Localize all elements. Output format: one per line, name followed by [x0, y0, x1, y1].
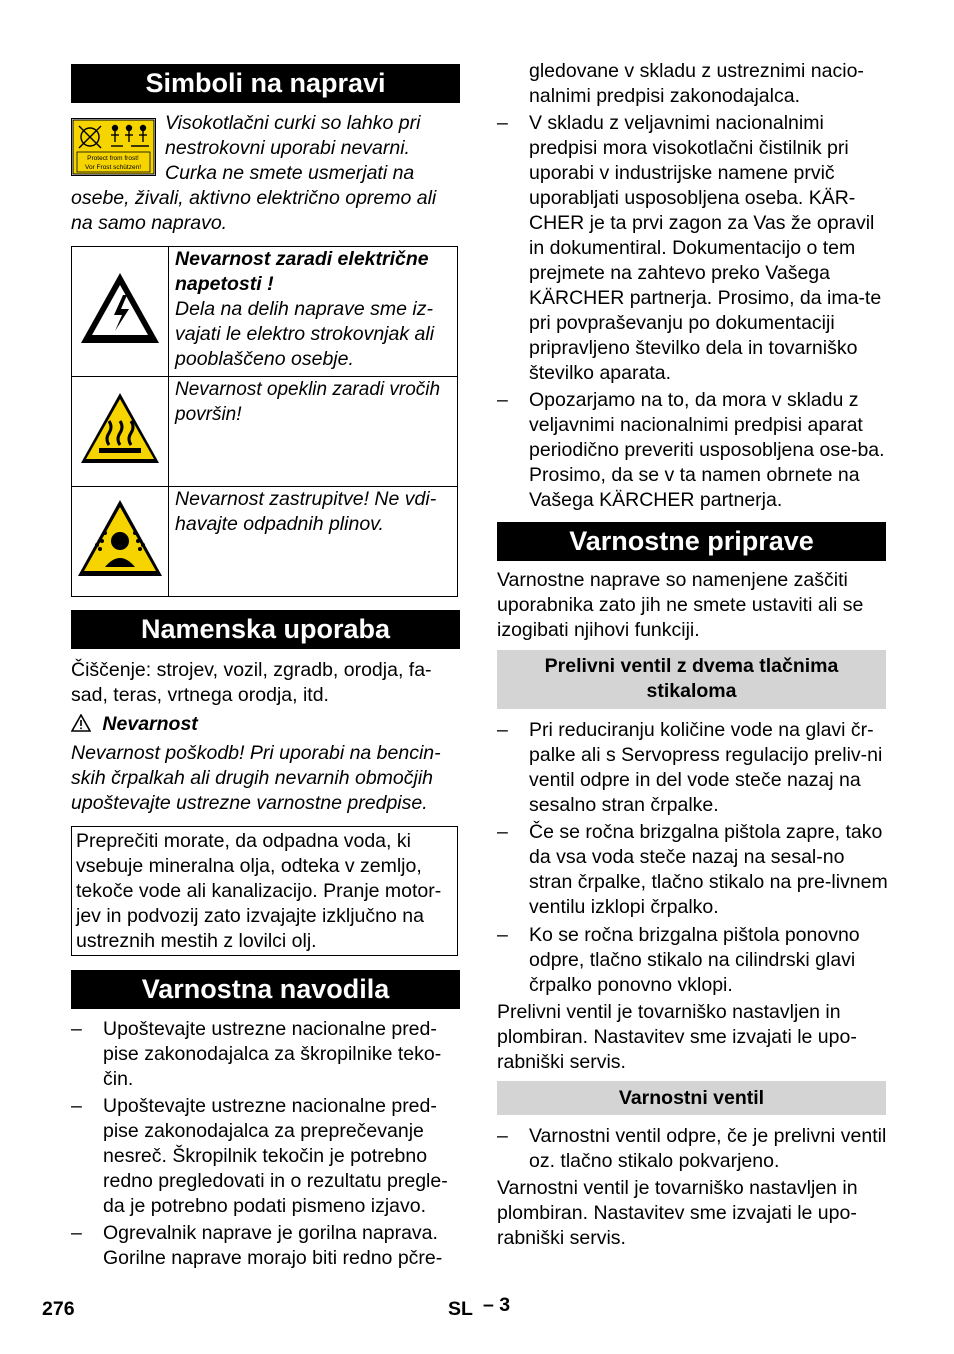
list-item	[497, 820, 889, 920]
label-text-line2: Vor Frost schützen!	[85, 164, 141, 171]
list-dash: –	[497, 389, 508, 411]
oil-notice-text: Preprečiti morate, da odpadna voda, ki vsebuje mineralna olja, odteka v zemljo, tekoče vode ali kanalizacijo. Pranje motor-jev in podvozij zato izvajajte izključno na ustreznih mestih z lovilci olj.	[76, 830, 442, 952]
symbols-intro-line1: Visokotlačni curki so lahko pri	[165, 112, 421, 134]
list-item	[71, 1221, 463, 1271]
list-item-text: Upoštevajte ustrezne nacionalne pred-pise zakonodajalca za škropilnike teko-čin.	[103, 1018, 442, 1090]
toxic-fumes-icon	[75, 497, 165, 581]
list-dash: –	[71, 1222, 82, 1244]
list-item-text: Če se ročna brizgalna pištola zapre, tako da vsa voda steče nazaj na sesal-no stran črpalke, tlačno stikalo na pre-livnem ventilu izklopi črpalko.	[529, 821, 888, 918]
list-item	[71, 1094, 463, 1219]
sub-page-number: – 3	[483, 1294, 511, 1316]
toxic-fumes-text: Nevarnost zastrupitve! Ne vdi-havajte odpadnih plinov.	[175, 488, 437, 535]
list-item-text: Ogrevalnik naprave je gorilna naprava. Gorilne naprave morajo biti redno pčre-	[103, 1222, 443, 1269]
electric-hazard-text: Dela na delih naprave sme iz-vajati le elektro strokovnjak ali pooblaščeno osebje.	[175, 298, 435, 370]
safety-devices-intro: Varnostne naprave so namenjene zaščiti uporabnika zato jih ne smete ustaviti ali se izogibati njihovi funkciji.	[497, 569, 864, 641]
symbol-text-cell	[169, 487, 458, 597]
symbols-table	[71, 246, 458, 597]
list-item-text: V skladu z veljavnimi nacionalnimi predpisi mora visokotlačni čistilnik pri uporabi v industrijske namene prvič uporabljati usposobljena oseba. KÄR-CHER je ta prvi zagon za Vas že opravil in dokumentiral. Dokumentacijo o tem prejmete na zahtevo preko Vašega KÄRCHER partnerja. Prosimo, da ima-te pri povpraševanju po dokumentaciji pripravljeno številko dela in tovarniško številko aparata.	[529, 112, 882, 384]
subheading-prelivni-ventil: Prelivni ventil z dvema tlačnima stikaloma	[497, 650, 886, 709]
symbol-text-cell	[169, 377, 458, 487]
language-code: SL	[448, 1298, 473, 1320]
electric-hazard-icon	[77, 269, 163, 349]
list-item	[497, 111, 889, 386]
symbols-intro-line3: Curka ne smete usmerjati na	[165, 162, 415, 184]
symbols-table-row	[72, 487, 458, 597]
warning-triangle-icon	[71, 714, 91, 732]
list-item-text: Opozarjamo na to, da mora v skladu z veljavnimi nacionalnimi predpisi aparat periodično preveriti usposobljena ose-ba. Prosimo, da se v ta namen obrnete na Vašega KÄRCHER partnerja.	[529, 389, 885, 511]
symbol-cell	[72, 377, 169, 487]
electric-hazard-title: Nevarnost zaradi električne napetosti !	[175, 248, 429, 295]
intended-use-text: Čiščenje: strojev, vozil, zgradb, orodja, fa-sad, teras, vrtnega orodja, itd.	[71, 659, 432, 706]
hot-surface-icon	[77, 389, 163, 469]
symbols-table-row	[72, 377, 458, 487]
list-item	[497, 388, 889, 513]
heading-varnostna-navodila: Varnostna navodila	[71, 970, 460, 1009]
heading-varnostne-priprave: Varnostne priprave	[497, 522, 886, 561]
safety-valve-note: Varnostni ventil je tovarniško nastavljen in plombiran. Nastavitev sme izvajati le upo-rabniški servis.	[497, 1177, 858, 1249]
list-item-text: Upoštevajte ustrezne nacionalne pred-pise zakonodajalca za preprečevanje nesreč. Škropilnik tekočin je potrebno redno pregledovati in o rezultatu pregle-da je potrebno podati pismeno izjavo.	[103, 1095, 448, 1217]
list-item	[497, 923, 889, 998]
list-item	[497, 718, 889, 818]
hot-surface-text: Nevarnost opeklin zaradi vročih površin!	[175, 379, 441, 425]
relief-valve-note: Prelivni ventil je tovarniško nastavljen in plombiran. Nastavitev sme izvajati le upo-rabniški servis.	[497, 1001, 857, 1073]
list-dash: –	[497, 112, 508, 134]
device-symbol-label-image	[71, 118, 156, 176]
heading-namenska-uporaba: Namenska uporaba	[71, 610, 460, 649]
warning-label: Nevarnost	[102, 713, 198, 735]
oil-notice-box	[71, 826, 458, 956]
heading-simboli: Simboli na napravi	[71, 64, 460, 103]
list-dash: –	[497, 1125, 508, 1147]
list-item-text: Pri reduciranju količine vode na glavi čr-palke ali s Servopress regulacijo preliv-ni ventil odpre in del vode steče nazaj na sesalno stran črpalke.	[529, 719, 883, 816]
symbol-cell	[72, 487, 169, 597]
symbols-intro-line4: osebe, živali, aktivno električno opremo ali	[71, 187, 437, 209]
list-dash: –	[497, 821, 508, 843]
symbols-intro-line5: na samo napravo.	[71, 212, 228, 234]
continued-list-text: gledovane v skladu z ustreznimi nacio-nalnimi predpisi zakonodajalca.	[529, 60, 864, 107]
symbols-intro-line2: nestrokovni uporabi nevarni.	[165, 137, 410, 159]
page-number: 276	[42, 1298, 75, 1320]
label-text-line1: Protect from frost!	[87, 155, 139, 162]
symbol-cell	[72, 247, 169, 377]
list-dash: –	[71, 1095, 82, 1117]
subheading-varnostni-ventil: Varnostni ventil	[497, 1081, 886, 1115]
list-item	[497, 1124, 889, 1174]
list-item-text: Varnostni ventil odpre, če je prelivni ventil oz. tlačno stikalo pokvarjeno.	[529, 1125, 887, 1172]
list-dash: –	[497, 924, 508, 946]
list-dash: –	[71, 1018, 82, 1040]
symbols-table-row	[72, 247, 458, 377]
warning-header	[71, 712, 460, 737]
list-dash: –	[497, 719, 508, 741]
list-item	[71, 1017, 463, 1092]
symbol-text-cell	[169, 247, 458, 377]
list-item-text: Ko se ročna brizgalna pištola ponovno odpre, tlačno stikalo na cilindrski glavi črpalko ponovno vklopi.	[529, 924, 860, 996]
warning-text: Nevarnost poškodb! Pri uporabi na bencin-skih črpalkah ali drugih nevarnih območjih upoštevajte ustrezne varnostne predpise.	[71, 742, 441, 814]
